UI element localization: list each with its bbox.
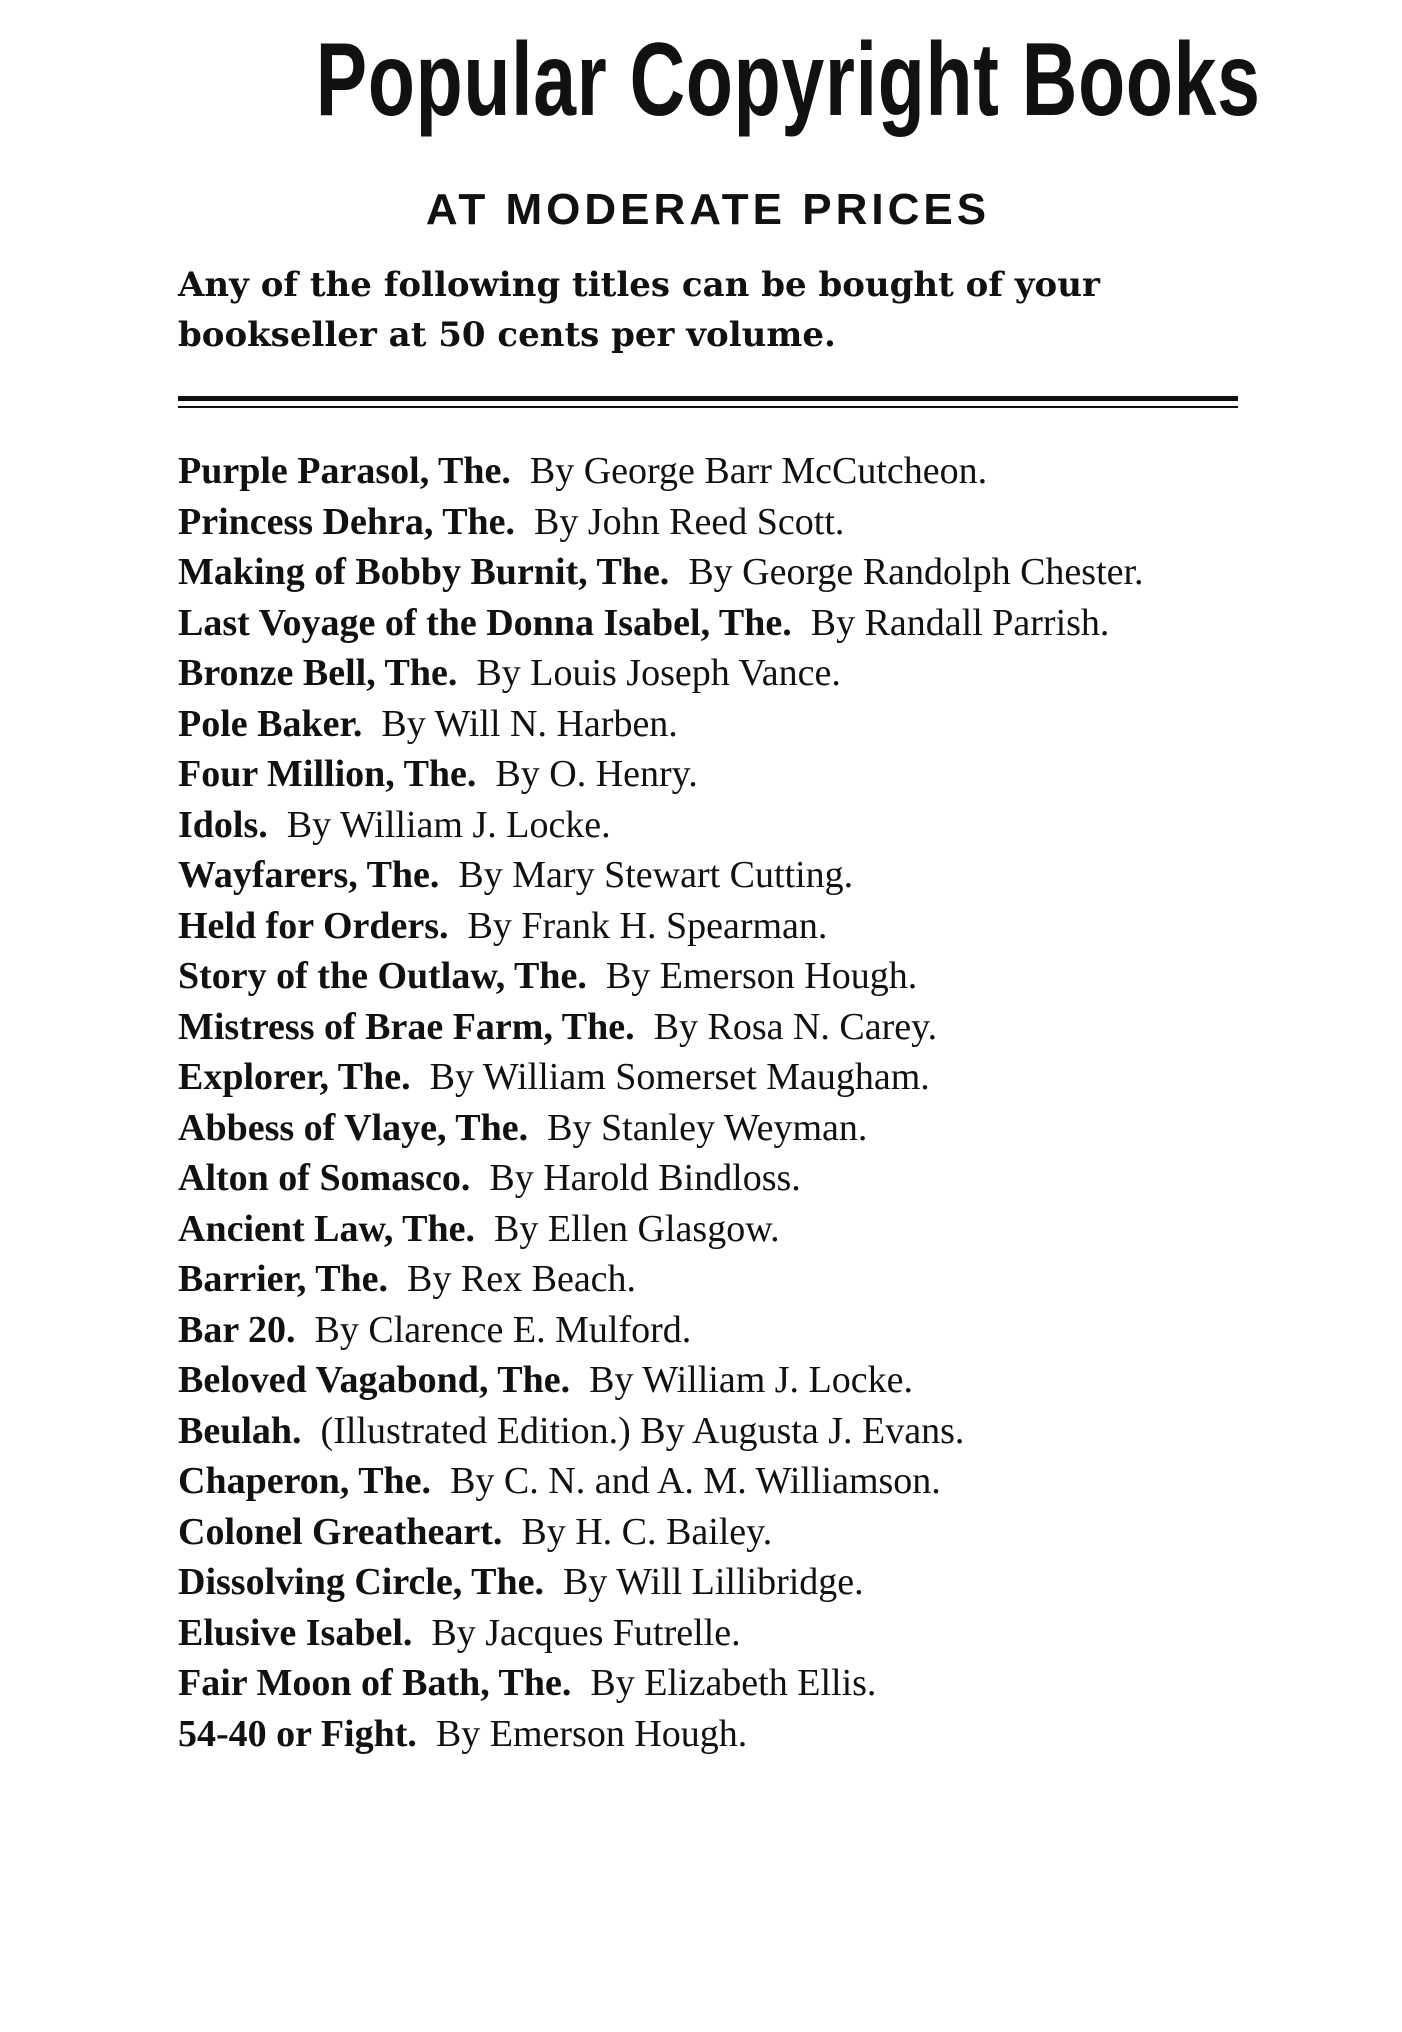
book-title: Last Voyage of the Donna Isabel, The.	[178, 601, 792, 644]
book-author: By Louis Joseph Vance.	[476, 652, 841, 694]
book-author: By Emerson Hough.	[605, 955, 918, 997]
book-title: Purple Parasol, The.	[178, 450, 511, 492]
book-title: Idols.	[178, 803, 268, 846]
book-author: By Mary Stewart Cutting.	[458, 854, 854, 896]
book-entry	[178, 1406, 1238, 1457]
book-entry	[178, 749, 1238, 800]
book-entry	[178, 800, 1238, 851]
book-title: Making of Bobby Burnit, The.	[178, 551, 670, 593]
book-author: By Randall Parrish.	[810, 601, 1110, 644]
book-title: Mistress of Brae Farm, The.	[178, 1005, 635, 1048]
book-title: Explorer, The.	[178, 1056, 411, 1098]
book-entry	[178, 901, 1238, 952]
book-author: By Harold Bindloss.	[489, 1157, 801, 1199]
book-title: Story of the Outlaw, The.	[178, 955, 587, 997]
double-rule-divider	[178, 396, 1238, 408]
book-author: By Frank H. Spearman.	[467, 904, 828, 947]
book-entry	[178, 648, 1238, 699]
book-author: (Illustrated Edition.) By Augusta J. Evans.	[320, 1409, 965, 1452]
book-author: By William J. Locke.	[589, 1359, 913, 1401]
book-title: Colonel Greatheart.	[178, 1510, 503, 1553]
intro-text: Any of the following titles can be bought of your bookseller at 50 cents per volume.	[178, 265, 1100, 355]
book-author: By Will N. Harben.	[381, 702, 678, 745]
book-entry	[178, 446, 1238, 497]
book-title: Princess Dehra, The.	[178, 500, 516, 543]
book-title: Barrier, The.	[178, 1258, 389, 1300]
book-entry	[178, 497, 1238, 548]
book-author: By Will Lillibridge.	[562, 1561, 864, 1603]
book-entry	[178, 1355, 1238, 1406]
page-subtitle: AT MODERATE PRICES	[425, 185, 991, 234]
book-title: Bronze Bell, The.	[178, 652, 458, 694]
book-author: By Jacques Futrelle.	[431, 1611, 741, 1654]
book-title: Beulah.	[178, 1409, 302, 1452]
book-entry	[178, 1557, 1238, 1608]
book-entry	[178, 1052, 1238, 1103]
book-author: By William J. Locke.	[286, 803, 611, 846]
book-title: Ancient Law, The.	[178, 1207, 476, 1250]
book-title: Wayfarers, The.	[178, 854, 440, 896]
book-title: 54-40 or Fight.	[178, 1712, 417, 1755]
book-title: Abbess of Vlaye, The.	[178, 1106, 529, 1149]
book-title: Elusive Isabel.	[178, 1611, 413, 1654]
book-entry	[178, 547, 1238, 598]
book-author: By George Randolph Chester.	[688, 551, 1144, 593]
book-title: Pole Baker.	[178, 702, 363, 745]
book-list	[178, 446, 1238, 1759]
book-title: Four Million, The.	[178, 753, 477, 795]
book-title: Alton of Somasco.	[178, 1157, 471, 1199]
book-author: By Stanley Weyman.	[547, 1106, 868, 1149]
book-entry	[178, 1608, 1238, 1659]
book-author: By Rex Beach.	[407, 1258, 637, 1300]
book-author: By C. N. and A. M. Williamson.	[450, 1460, 941, 1502]
book-entry	[178, 598, 1238, 649]
advertisement-page	[178, 22, 1261, 1759]
book-author: By O. Henry.	[495, 753, 698, 795]
book-author: By Elizabeth Ellis.	[590, 1662, 877, 1704]
page-title: Popular Copyright Books	[315, 22, 1261, 138]
book-author: By John Reed Scott.	[534, 500, 845, 543]
book-title: Chaperon, The.	[178, 1460, 432, 1502]
book-entry	[178, 1103, 1238, 1154]
book-entry	[178, 1507, 1238, 1558]
book-author: By Ellen Glasgow.	[494, 1207, 780, 1250]
book-entry	[178, 1456, 1238, 1507]
book-title: Fair Moon of Bath, The.	[178, 1662, 572, 1704]
book-title: Dissolving Circle, The.	[178, 1561, 544, 1603]
book-author: By H. C. Bailey.	[521, 1510, 773, 1553]
book-entry	[178, 1305, 1238, 1356]
book-title: Beloved Vagabond, The.	[178, 1359, 571, 1401]
book-entry	[178, 850, 1238, 901]
book-entry	[178, 1709, 1238, 1760]
book-title: Held for Orders.	[178, 904, 449, 947]
book-author: By Rosa N. Carey.	[653, 1005, 938, 1048]
book-entry	[178, 1002, 1238, 1053]
book-author: By William Somerset Maugham.	[429, 1056, 930, 1098]
book-author: By George Barr McCutcheon.	[529, 450, 988, 492]
book-entry	[178, 1658, 1238, 1709]
book-entry	[178, 1153, 1238, 1204]
book-entry	[178, 951, 1238, 1002]
book-author: By Emerson Hough.	[435, 1712, 748, 1755]
book-entry	[178, 1254, 1238, 1305]
book-title: Bar 20.	[178, 1308, 296, 1351]
book-entry	[178, 699, 1238, 750]
book-author: By Clarence E. Mulford.	[314, 1308, 692, 1351]
book-entry	[178, 1204, 1238, 1255]
